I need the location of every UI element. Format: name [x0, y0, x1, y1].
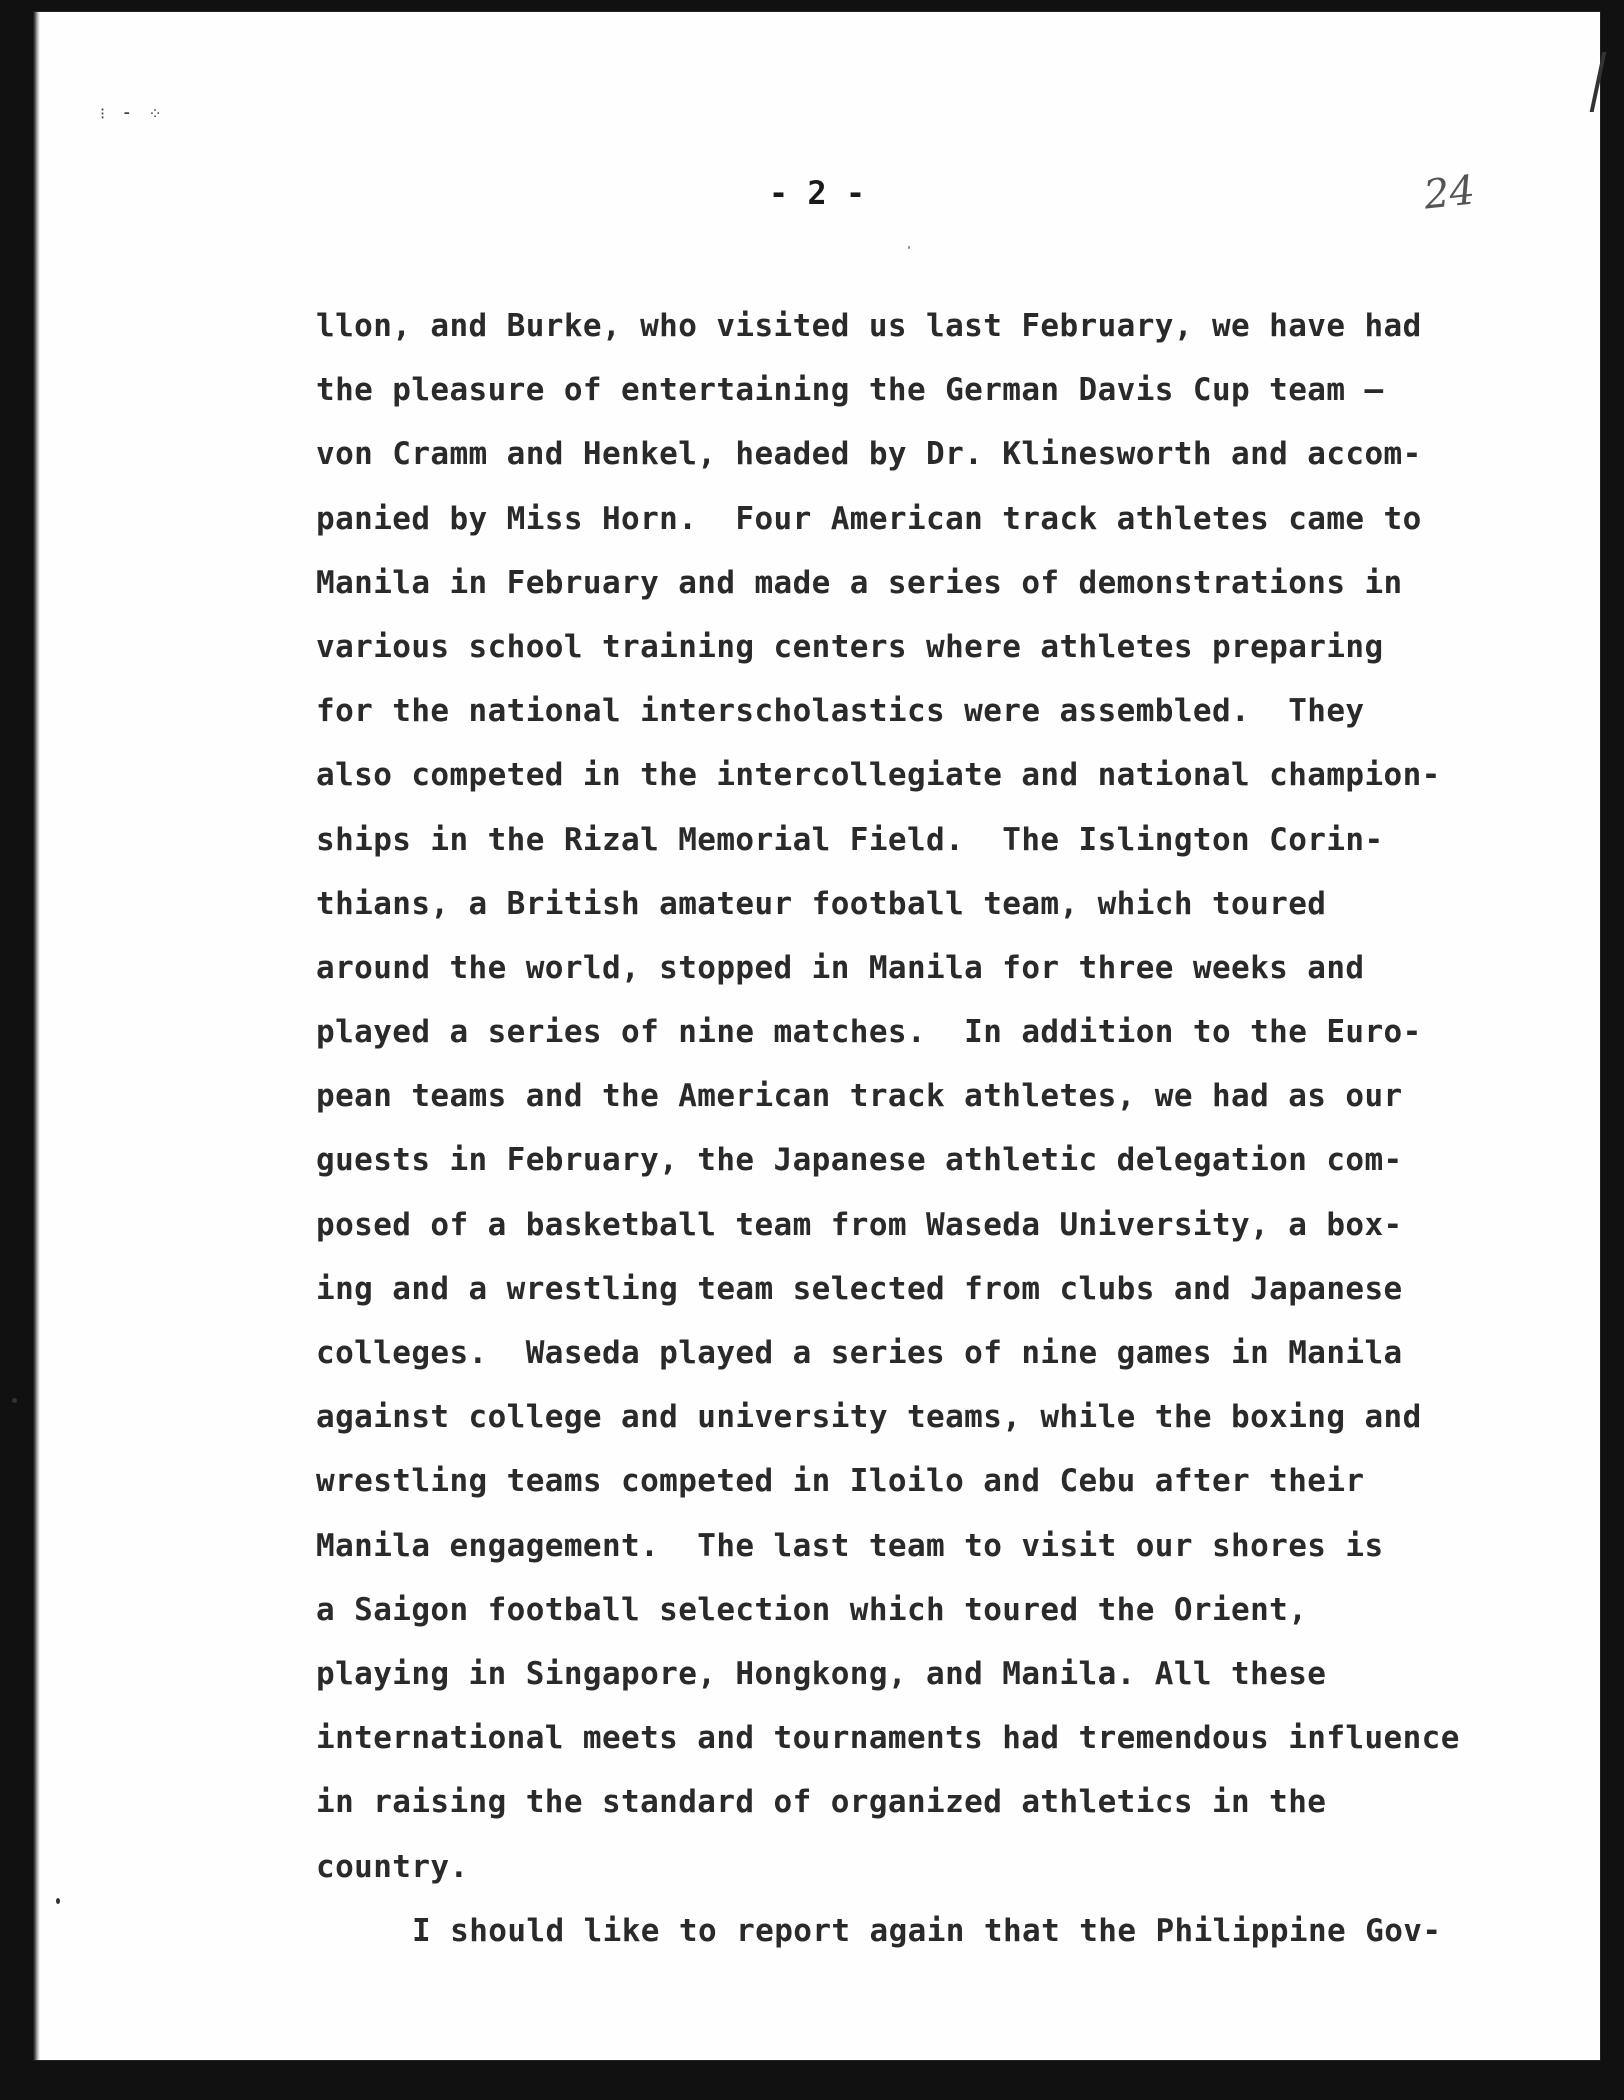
text-line: country.	[316, 1848, 469, 1885]
ink-speck	[908, 246, 910, 249]
text-line: against college and university teams, while the boxing and	[316, 1399, 1422, 1436]
text-line: ships in the Rizal Memorial Field. The Islington Corin-	[316, 821, 1384, 858]
page-edge-shadow	[34, 12, 40, 2060]
text-line: playing in Singapore, Hongkong, and Manila. All these	[316, 1655, 1327, 1692]
text-line: also competed in the intercollegiate and national champion-	[316, 757, 1441, 794]
text-line: colleges. Waseda played a series of nine games in Manila	[316, 1335, 1403, 1371]
page-edge-tear	[1590, 52, 1607, 112]
page-number: - 2 -	[768, 174, 866, 212]
text-line: pean teams and the American track athletes, we had as our	[316, 1078, 1403, 1115]
corner-mark: ⁝ ⁃ ⁘	[100, 104, 166, 123]
text-line: thians, a British amateur football team, which toured	[316, 885, 1327, 922]
text-line: guests in February, the Japanese athletic delegation com-	[316, 1142, 1403, 1179]
text-line: the pleasure of entertaining the German Davis Cup team —	[316, 372, 1384, 409]
text-line: for the national interscholastics were assembled. They	[316, 693, 1365, 730]
text-line: Manila in February and made a series of demonstrations in	[316, 564, 1403, 601]
document-page	[34, 12, 1600, 2060]
text-line: I should like to report again that the Philippine Gov-	[412, 1912, 1442, 1949]
text-line: llon, and Burke, who visited us last February, we have had	[316, 308, 1422, 344]
text-line: in raising the standard of organized athletics in the	[316, 1784, 1327, 1821]
text-line: von Cramm and Henkel, headed by Dr. Klinesworth and accom-	[316, 436, 1422, 473]
text-line: wrestling teams competed in Iloilo and Cebu after their	[316, 1463, 1365, 1500]
text-line: posed of a basketball team from Waseda University, a box-	[316, 1206, 1403, 1243]
text-line: a Saigon football selection which toured the Orient,	[316, 1591, 1308, 1628]
body-text	[316, 294, 1556, 1963]
text-line: ing and a wrestling team selected from clubs and Japanese	[316, 1270, 1403, 1307]
text-line: played a series of nine matches. In addition to the Euro-	[316, 1014, 1422, 1051]
text-line: international meets and tournaments had tremendous influence	[316, 1720, 1460, 1757]
handwritten-folio-number: 24	[1421, 167, 1478, 219]
text-line: around the world, stopped in Manila for three weeks and	[316, 949, 1365, 986]
text-line: Manila engagement. The last team to visit our shores is	[316, 1527, 1384, 1564]
text-line: various school training centers where athletes preparing	[316, 628, 1384, 665]
ink-speck	[56, 1898, 60, 1904]
text-line: panied by Miss Horn. Four American track athletes came to	[316, 500, 1422, 537]
ink-speck	[12, 1398, 17, 1403]
